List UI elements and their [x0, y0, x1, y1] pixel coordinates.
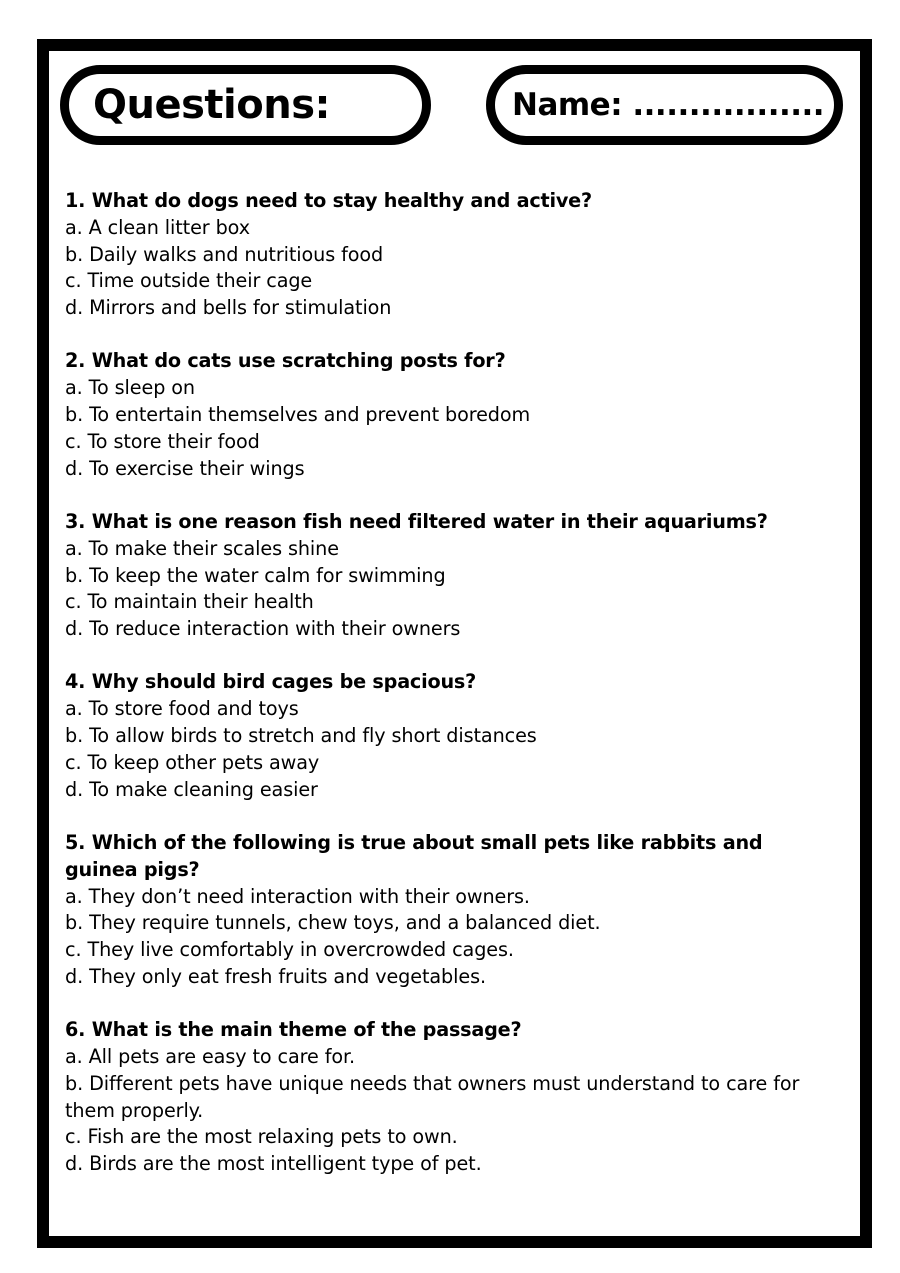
option-a: a. They don’t need interaction with their owners. [65, 884, 530, 908]
name-label: Name: ................. [512, 86, 825, 123]
option-c: c. They live comfortably in overcrowded cages. [65, 938, 514, 962]
question-text: 6. What is the main theme of the passage? [65, 1018, 522, 1042]
option-d: d. To make cleaning easier [65, 777, 318, 801]
option-a: a. To sleep on [65, 376, 195, 400]
option-b: b. Different pets have unique needs that owners must understand to care for them properly. [65, 1071, 800, 1122]
option-b: b. Daily walks and nutritious food [65, 242, 384, 266]
option-d: d. Birds are the most intelligent type of pet. [65, 1152, 482, 1176]
option-b: b. To allow birds to stretch and fly short distances [65, 724, 537, 748]
name-box [486, 65, 843, 145]
question-4 [65, 669, 825, 803]
option-c: c. To store their food [65, 429, 260, 453]
option-d: d. Mirrors and bells for stimulation [65, 296, 392, 320]
question-text: 3. What is one reason fish need filtered water in their aquariums? [65, 509, 768, 533]
question-5 [65, 830, 825, 991]
worksheet-frame [37, 39, 872, 1248]
option-b: b. They require tunnels, chew toys, and a balanced diet. [65, 911, 601, 935]
option-c: c. Fish are the most relaxing pets to own. [65, 1125, 458, 1149]
option-b: b. To entertain themselves and prevent boredom [65, 403, 531, 427]
question-text: 1. What do dogs need to stay healthy and active? [65, 189, 592, 212]
option-c: c. To maintain their health [65, 590, 314, 614]
page-title: Questions: [93, 82, 331, 128]
question-6 [65, 1017, 825, 1178]
option-b: b. To keep the water calm for swimming [65, 563, 446, 587]
option-a: a. All pets are easy to care for. [65, 1045, 356, 1069]
question-text: 5. Which of the following is true about small pets like rabbits and guinea pigs? [65, 830, 763, 881]
option-d: d. To reduce interaction with their owners [65, 617, 461, 641]
option-a: a. A clean litter box [65, 215, 250, 239]
option-c: c. To keep other pets away [65, 750, 320, 774]
option-a: a. To store food and toys [65, 697, 299, 721]
questions-title-box [60, 65, 431, 145]
question-1 [65, 188, 825, 322]
option-a: a. To make their scales shine [65, 536, 339, 560]
question-3 [65, 509, 825, 643]
question-list [65, 188, 825, 1205]
option-d: d. To exercise their wings [65, 456, 305, 480]
option-d: d. They only eat fresh fruits and vegetables. [65, 964, 486, 988]
question-text: 2. What do cats use scratching posts for? [65, 349, 506, 373]
question-2 [65, 348, 825, 482]
option-c: c. Time outside their cage [65, 269, 313, 293]
question-text: 4. Why should bird cages be spacious? [65, 670, 477, 694]
